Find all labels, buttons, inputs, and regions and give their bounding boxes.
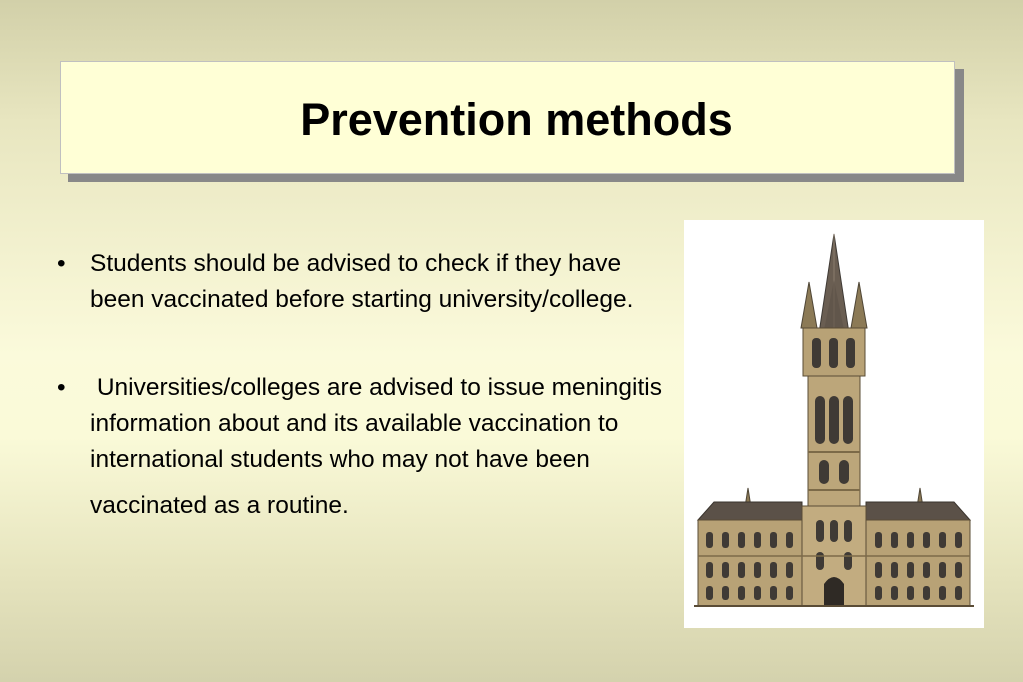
- title-box: [60, 61, 955, 174]
- bullet-text: Universities/colleges are advised to issue meningitis information about and its available vaccination to international students who may not have been: [90, 374, 669, 473]
- bullet-marker: •: [57, 250, 66, 277]
- bullet-marker: •: [57, 374, 66, 401]
- bullet-text: Students should be advised to check if they have been vaccinated before starting university/college.: [90, 250, 634, 313]
- bullet-item: [54, 370, 674, 524]
- bullet-item: [54, 246, 674, 318]
- university-tower-image: [684, 220, 984, 628]
- bullet-text-tail: vaccinated as a routine.: [90, 492, 349, 519]
- university-tower-icon: [684, 220, 984, 628]
- slide-title: Prevention methods: [300, 93, 733, 145]
- bullet-list: [54, 246, 674, 524]
